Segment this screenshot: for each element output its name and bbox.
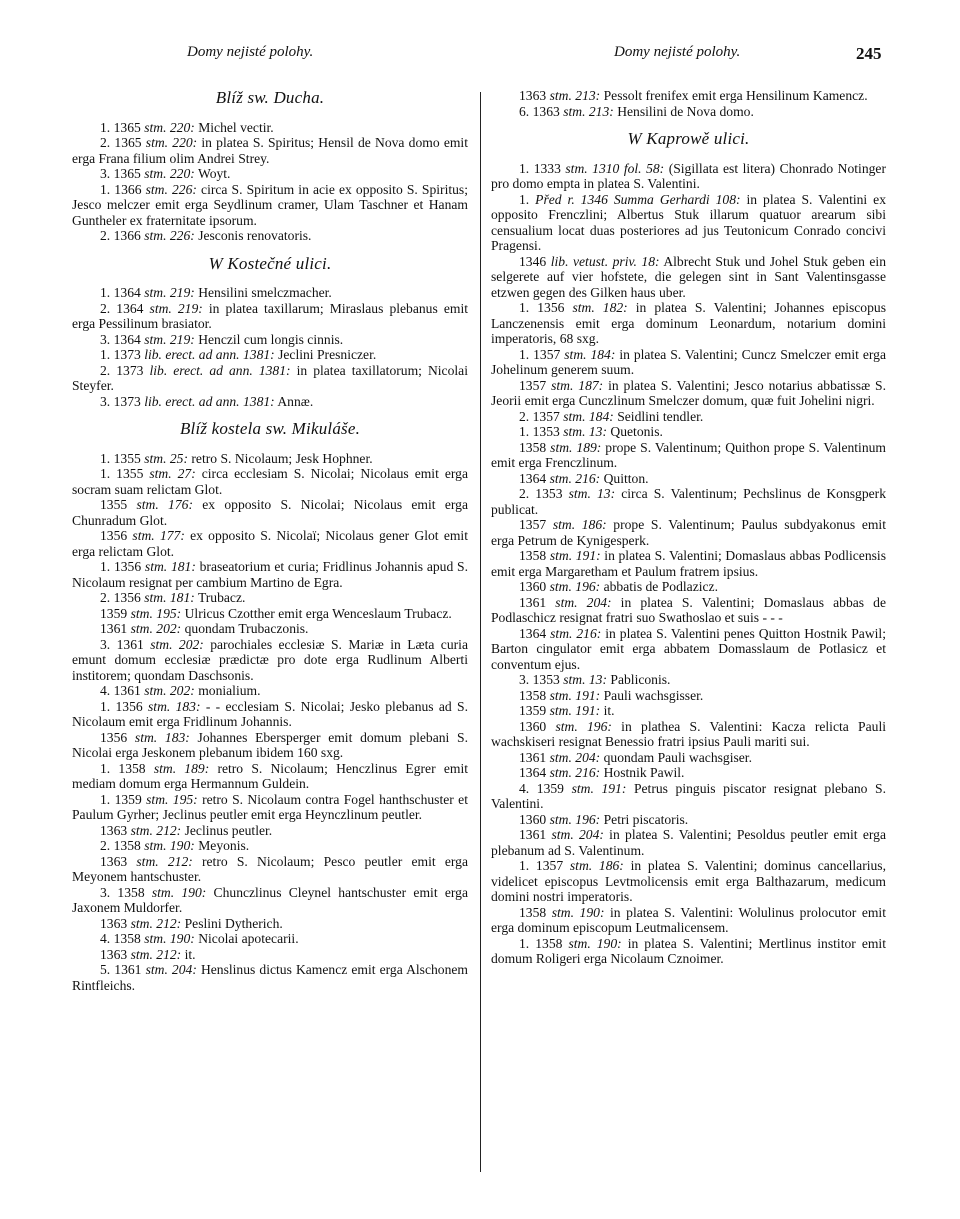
entry-number: 1361 — [519, 749, 550, 765]
entry-source-ref: stm. 216: — [549, 765, 601, 780]
entry-number: 1356 — [100, 729, 135, 745]
entry-source-ref: stm. 191: — [549, 548, 601, 563]
entry-number: 1361 — [100, 621, 131, 636]
entry-number: 1363 — [100, 915, 131, 931]
entry-source-ref: stm. 212: — [130, 946, 182, 962]
entry-number: 1. 1359 — [100, 791, 147, 807]
entry-source-ref: stm. 13: — [568, 486, 616, 501]
entry-source-ref: lib. erect. ad ann. 1381: — [149, 362, 291, 378]
entry-source-ref: stm. 177: — [132, 528, 185, 543]
record-entry — [491, 703, 886, 719]
entry-text: in platea S. Valentini: Wolulinus prolocutor emit erga dominum episcopum Leutmalicensem. — [491, 904, 886, 935]
entry-source-ref: stm. 181: — [144, 559, 196, 574]
record-entry — [491, 192, 886, 254]
section-heading: Blíž sw. Ducha. — [215, 88, 325, 107]
entry-text: Pabliconis. — [607, 672, 671, 687]
entry-source-ref: stm. 176: — [136, 497, 193, 512]
entry-number: 2. 1356 — [100, 590, 145, 605]
record-entry — [491, 936, 886, 967]
entry-source-ref: stm. 183: — [148, 698, 201, 714]
entry-text: ex opposito S. Nicolai; Nicolaus emit erga Chunradum Glot. — [72, 497, 468, 528]
entry-source-ref: stm. 219: — [149, 300, 203, 316]
entry-text: - - ecclesiam S. Nicolai; Jesko plebanus ad S. Nicolaum emit erga Fridlinum Johannis. — [72, 698, 468, 729]
entry-number: 1363 — [100, 822, 131, 838]
entry-source-ref: stm. 196: — [549, 811, 601, 827]
entry-source-ref: stm. 1310 fol. 58: — [565, 160, 665, 176]
entry-number: 1358 — [519, 439, 551, 455]
entry-text: Ulricus Czotther emit erga Wenceslaum Trubacz. — [181, 605, 452, 621]
record-entry — [72, 166, 468, 182]
entry-number: 3. 1365 — [100, 166, 145, 181]
entry-source-ref: lib. erect. ad ann. 1381: — [144, 347, 275, 362]
entry-text: Jeclini Presniczer. — [274, 347, 377, 362]
record-entry — [72, 761, 468, 792]
record-entry — [491, 88, 886, 104]
entry-number: 1360 — [519, 579, 550, 594]
entry-text: Pauli wachsgisser. — [600, 687, 704, 703]
entry-text: in platea S. Valentini; Domaslaus abbas de Podlaschicz resignat fratri suo Swathoslao et suis - - - — [491, 594, 886, 625]
entry-number: 6. 1363 — [519, 103, 564, 119]
entry-source-ref: stm. 212: — [136, 853, 193, 869]
entry-source-ref: stm. 204: — [551, 827, 604, 842]
entry-number: 2. 1373 — [100, 362, 150, 378]
running-head-right: Domy nejisté polohy. — [614, 44, 741, 60]
entry-text: retro S. Nicolaum; Henczlinus Egrer emit mediam domum erga Hermannum Guldein. — [72, 760, 468, 791]
entry-source-ref: stm. 191: — [549, 687, 601, 703]
record-entry — [72, 854, 468, 885]
entry-number: 4. 1361 — [100, 683, 145, 698]
entry-number: 1. 1365 — [100, 119, 145, 135]
record-entry — [491, 765, 886, 781]
entry-number: 1. 1357 — [519, 858, 570, 873]
entry-text: (Sigillata est litera) Chonrado Notinger pro domo empta in platea S. Valentini. — [491, 160, 886, 191]
entry-text: Peslini Dytherich. — [181, 915, 283, 931]
entry-text: Petri piscatoris. — [600, 811, 689, 827]
entry-number: 1359 — [100, 605, 131, 621]
entry-number: 1. 1333 — [519, 160, 566, 176]
entry-source-ref: stm. 195: — [146, 791, 198, 807]
entry-text: circa ecclesiam S. Nicolai; Nicolaus emit erga socram suam relictam Glot. — [72, 466, 468, 497]
entry-source-ref: stm. 213: — [549, 88, 601, 103]
entry-text: Pessolt frenifex emit erga Hensilinum Kamencz. — [600, 88, 868, 103]
record-entry — [491, 409, 886, 425]
section-heading: Blíž kostela sw. Mikuláše. — [179, 419, 361, 438]
entry-source-ref: stm. 216: — [550, 625, 602, 641]
entry-source-ref: lib. erect. ad ann. 1381: — [144, 393, 275, 409]
entry-source-ref: stm. 204: — [145, 962, 197, 977]
entry-number: 1. — [519, 191, 536, 207]
entry-text: Annæ. — [274, 393, 314, 409]
entry-number: 4. 1359 — [519, 780, 572, 796]
entry-number: 1364 — [519, 765, 550, 780]
record-entry — [72, 683, 468, 699]
record-entry — [72, 699, 468, 730]
record-entry — [72, 730, 468, 761]
record-entry — [491, 548, 886, 579]
entry-text: in platea S. Valentini; Pesoldus peutler emit erga plebanum ad S. Valentinum. — [491, 827, 886, 858]
entry-source-ref: stm. 25: — [144, 450, 188, 466]
entry-number: 1. 1353 — [519, 424, 564, 439]
entry-text: in plathea S. Valentini: Kacza relicta Pauli wachskiseri resignat Benessio fratri ipsius Pauli mariti sui. — [491, 718, 886, 749]
entry-source-ref: stm. 196: — [549, 579, 601, 594]
entry-text: Albrecht Stuk und Johel Stuk geben ein selgerete auf vier hofstete, die gelegen sint in Sant Valentinsgasse etzwen gegen des Gilken haus uber. — [491, 253, 887, 300]
entry-source-ref: stm. 191: — [549, 703, 601, 718]
entry-text: in platea S. Valentini; Jesco notarius abbatissæ S. Jeorii emit erga Cunczlinum Smelczer domum, quæ fuit Johelini nigri. — [491, 377, 886, 408]
entry-source-ref: stm. 182: — [572, 300, 628, 315]
entry-text: in platea S. Valentini ex opposito Frenczlini; Albertus Stuk illarum quatuor arearum sibi censualium locat duas posteriores ad jus Teutonicum Conrado concivi Pragensi. — [491, 191, 886, 253]
record-entry — [491, 626, 886, 673]
entry-number: 3. 1364 — [100, 331, 145, 347]
entry-number: 1. 1356 — [519, 300, 573, 315]
entry-text: Trubacz. — [194, 590, 246, 605]
entry-source-ref: stm. 183: — [134, 729, 190, 745]
entry-text: braseatorium et curia; Fridlinus Johannis apud S. Nicolaum resignat per cambium Martino de Egra. — [72, 559, 468, 590]
record-entry — [491, 471, 886, 487]
entry-number: 2. 1357 — [519, 408, 564, 424]
entry-source-ref: stm. 186: — [569, 858, 624, 873]
record-entry — [72, 962, 468, 993]
entry-source-ref: stm. 226: — [144, 228, 195, 243]
entry-source-ref: stm. 13: — [563, 672, 607, 687]
record-entry — [72, 451, 468, 467]
entry-text: in platea taxillarum; Miraslaus plebanus emit erga Pessilinum brasiator. — [72, 300, 468, 331]
entry-text: in platea S. Valentini; Cuncz Smelczer emit erga Johelinum generem suum. — [491, 346, 887, 377]
record-entry — [72, 792, 468, 823]
entry-text: Chunczlinus Cleynel hantschuster emit erga Jaxonem Muldorfer. — [72, 884, 468, 915]
entry-text: retro S. Nicolaum contra Fogel hanthschuster et Paulum Gyrher; Jeclinus peutler emit erga Heynczlinum peutler. — [72, 791, 468, 822]
column-divider — [480, 92, 481, 1172]
entry-number: 1357 — [519, 517, 553, 532]
record-entry — [491, 254, 886, 301]
entry-text: abbatis de Podlazicz. — [600, 579, 718, 594]
record-entry — [491, 905, 886, 936]
entry-number: 1. 1364 — [100, 285, 145, 300]
record-entry — [72, 823, 468, 839]
entry-number: 1363 — [519, 88, 550, 103]
entry-source-ref: stm. 212: — [130, 822, 182, 838]
entry-number: 1358 — [519, 904, 552, 920]
record-entry — [491, 595, 886, 626]
entry-number: 1355 — [100, 497, 137, 512]
entry-number: 1363 — [100, 946, 131, 962]
entry-text: in platea S. Valentini; Johannes episcopus Lanczenensis emit erga dominum Leonardum, notarium domini imperatoris, 68 sxg. — [491, 300, 886, 346]
entry-text: in platea S. Spiritus; Hensil de Nova domo emit erga Frana filium olim Andrei Strey. — [72, 135, 468, 166]
entry-number: 1361 — [519, 827, 552, 842]
entry-source-ref: stm. 190: — [551, 904, 605, 920]
record-entry — [72, 285, 468, 301]
section-heading: W Kostečné ulici. — [208, 253, 332, 273]
entry-number: 4. 1358 — [100, 931, 145, 946]
entry-source-ref: stm. 202: — [150, 636, 204, 652]
record-entry — [491, 517, 886, 548]
entry-text: in platea taxillatorum; Nicolai Steyfer. — [72, 362, 468, 393]
entry-source-ref: stm. 202: — [144, 683, 195, 698]
entry-number: 3. 1358 — [100, 884, 152, 900]
record-entry — [491, 300, 886, 347]
record-entry — [491, 579, 886, 595]
entry-number: 1. 1373 — [100, 347, 145, 362]
entry-text: monialium. — [194, 683, 261, 698]
record-entry — [491, 424, 886, 440]
record-entry — [72, 606, 468, 622]
entry-source-ref: Před r. 1346 Summa Gerhardi 108: — [535, 191, 741, 207]
record-entry — [72, 931, 468, 947]
entry-number: 1364 — [519, 470, 550, 486]
entry-number: 1. 1356 — [100, 559, 145, 574]
record-entry — [72, 637, 468, 684]
running-head-left: Domy nejisté polohy. — [187, 44, 314, 60]
entry-number: 1356 — [100, 528, 133, 543]
entry-number: 1358 — [519, 687, 550, 703]
record-entry — [72, 363, 468, 394]
entry-text: Henslinus dictus Kamencz emit erga Alschonem Rintfleichs. — [72, 962, 469, 993]
entry-text: Woyt. — [194, 166, 231, 181]
entry-number: 1363 — [100, 853, 137, 869]
entry-text: quondam Pauli wachsgiser. — [600, 749, 752, 765]
entry-number: 2. 1364 — [100, 300, 150, 316]
entry-number: 3. 1361 — [100, 636, 151, 652]
entry-source-ref: stm. 220: — [144, 119, 195, 135]
entry-text: ex opposito S. Nicolaï; Nicolaus gener Glot emit erga relictam Glot. — [72, 528, 468, 559]
entry-text: circa S. Valentinum; Pechslinus de Konsgperk publicat. — [491, 486, 886, 517]
entry-source-ref: stm. 202: — [130, 621, 182, 636]
record-entry — [72, 497, 468, 528]
entry-source-ref: stm. 220: — [144, 166, 195, 181]
entry-number: 3. 1353 — [519, 672, 564, 687]
entry-number: 1346 — [519, 253, 551, 269]
entry-number: 5. 1361 — [100, 962, 146, 977]
entry-number: 1. 1355 — [100, 466, 150, 481]
entry-source-ref: stm. 191: — [571, 780, 627, 796]
entry-text: in platea S. Valentini penes Quitton Hostnik Pawil; Barton cingulator emit erga abbatem Domasslaum de Potlasicz et conventum ejus. — [491, 625, 886, 672]
entry-source-ref: stm. 226: — [145, 181, 197, 197]
entry-text: retro S. Nicolaum; Jesk Hophner. — [188, 450, 373, 466]
entry-source-ref: lib. vetust. priv. 18: — [550, 253, 660, 269]
record-entry — [72, 182, 468, 229]
entry-text: Hostnik Pawil. — [600, 765, 685, 780]
record-entry — [72, 590, 468, 606]
entry-text: Seidlini tendler. — [613, 408, 704, 424]
entry-text: retro S. Nicolaum; Pesco peutler emit erga Meyonem hantschuster. — [72, 853, 468, 884]
entry-source-ref: stm. 190: — [568, 935, 622, 951]
record-entry — [491, 104, 886, 120]
entry-number: 2. 1365 — [100, 135, 146, 150]
record-entry — [491, 672, 886, 688]
entry-source-ref: stm. 184: — [564, 346, 616, 362]
record-entry — [491, 486, 886, 517]
entry-number: 1360 — [519, 718, 556, 734]
entry-source-ref: stm. 190: — [144, 931, 195, 946]
record-entry — [491, 688, 886, 704]
entry-source-ref: stm. 189: — [153, 760, 210, 776]
record-entry — [72, 301, 468, 332]
record-entry — [491, 812, 886, 828]
entry-text: circa S. Spiritum in acie ex opposito S. Spiritus; Jesco melczer emit erga Seydlinum cramer, Ulam Taschner et Hanam Guntheler ex fraternitate ipsorum. — [72, 181, 468, 228]
record-entry — [491, 161, 886, 192]
record-entry — [72, 528, 468, 559]
entry-number: 1358 — [519, 548, 550, 563]
entry-text: it. — [181, 946, 196, 962]
entry-number: 1. 1366 — [100, 181, 146, 197]
right-column — [491, 88, 886, 967]
record-entry — [72, 947, 468, 963]
entry-source-ref: stm. 190: — [144, 838, 195, 853]
record-entry — [491, 750, 886, 766]
entry-text: it. — [600, 703, 615, 718]
record-entry — [72, 916, 468, 932]
entry-number: 1359 — [519, 703, 550, 718]
record-entry — [72, 466, 468, 497]
entry-text: Henczil cum longis cinnis. — [194, 331, 344, 347]
entry-source-ref: stm. 184: — [563, 408, 614, 424]
entry-source-ref: stm. 187: — [551, 377, 604, 393]
entry-text: Jesconis renovatoris. — [194, 228, 312, 243]
entry-text: Johannes Ebersperger emit domum plebani S. Nicolai erga Jeskonem plebanum ibidem 160 sxg. — [72, 729, 468, 760]
record-entry — [72, 394, 468, 410]
entry-source-ref: stm. 27: — [149, 466, 196, 481]
record-entry — [72, 885, 468, 916]
record-entry — [72, 135, 468, 166]
record-entry — [72, 559, 468, 590]
section-heading: W Kaprowě ulici. — [627, 129, 750, 148]
entry-text: prope S. Valentinum; Quithon prope S. Valentinum emit erga Frenczlinum. — [491, 439, 886, 470]
entry-text: Hensilini smelczmacher. — [194, 285, 332, 300]
record-entry — [72, 347, 468, 363]
entry-text: in platea S. Valentini; Domaslaus abbas Podlicensis emit erga Margaretham et Paulum fratrem ipsius. — [491, 548, 886, 579]
entry-source-ref: stm. 219: — [144, 331, 195, 347]
record-entry — [491, 347, 886, 378]
entry-source-ref: stm. 219: — [144, 285, 195, 300]
record-entry — [491, 440, 886, 471]
entry-text: Jeclinus peutler. — [181, 822, 273, 838]
record-entry — [491, 719, 886, 750]
entry-number: 2. 1353 — [519, 486, 569, 501]
entry-text: Michel vectir. — [194, 119, 274, 135]
entry-text: Petrus pinguis piscator resignat plebano S. Valentini. — [491, 780, 886, 811]
entry-text: Quitton. — [600, 470, 649, 486]
entry-number: 1357 — [519, 377, 552, 393]
record-entry — [491, 827, 886, 858]
record-entry — [72, 332, 468, 348]
entry-text: in platea S. Valentini; dominus cancellarius, videlicet episcopus Levtmolicensis emit erga Balthazarum, medicum domini nostri imperatoris. — [491, 858, 886, 904]
record-entry — [72, 838, 468, 854]
entry-source-ref: stm. 190: — [151, 884, 207, 900]
record-entry — [491, 781, 886, 812]
entry-text: parochiales ecclesiæ S. Mariæ in Læta curia emunt domum ecclesiæ prædictæ pro dote erga Rudlinum Alberti institorem; quondam Daschsonis. — [72, 636, 468, 683]
entry-text: Nicolai apotecarii. — [194, 931, 299, 946]
entry-number: 3. 1373 — [100, 393, 145, 409]
entry-number: 1. 1357 — [519, 346, 565, 362]
page-number: 245 — [856, 44, 882, 63]
entry-source-ref: stm. 181: — [144, 590, 195, 605]
left-column — [72, 88, 468, 993]
entry-number: 1. 1356 — [100, 698, 148, 714]
entry-source-ref: stm. 204: — [549, 749, 601, 765]
entry-text: Quetonis. — [607, 424, 663, 439]
entry-text: Hensilini de Nova domo. — [613, 103, 754, 119]
entry-number: 2. 1358 — [100, 838, 145, 853]
record-entry — [72, 621, 468, 637]
entry-number: 1. 1358 — [519, 935, 569, 951]
entry-number: 1. 1358 — [100, 760, 154, 776]
entry-text: quondam Trubaczonis. — [181, 621, 309, 636]
entry-number: 1364 — [519, 625, 551, 641]
record-entry — [491, 858, 886, 905]
entry-source-ref: stm. 213: — [563, 103, 614, 119]
entry-number: 1361 — [519, 594, 556, 610]
entry-source-ref: stm. 216: — [549, 470, 601, 486]
entry-number: 1360 — [519, 811, 550, 827]
entry-source-ref: stm. 186: — [552, 517, 607, 532]
entry-source-ref: stm. 220: — [145, 135, 198, 150]
entry-number: 2. 1366 — [100, 228, 145, 243]
entry-text: Meyonis. — [194, 838, 250, 853]
entry-source-ref: stm. 204: — [555, 594, 612, 610]
entry-text: in platea S. Valentini; Mertlinus institor emit domum Roligeri erga Nicolaum Cznoimer. — [491, 935, 886, 966]
entry-text: prope S. Valentinum; Paulus subdyakonus emit erga Petrum de Kynigesperk. — [491, 517, 886, 548]
entry-source-ref: stm. 189: — [550, 439, 602, 455]
record-entry — [72, 228, 468, 244]
entry-number: 1. 1355 — [100, 450, 145, 466]
record-entry — [72, 120, 468, 136]
entry-source-ref: stm. 13: — [563, 424, 607, 439]
entry-source-ref: stm. 212: — [130, 915, 182, 931]
record-entry — [491, 378, 886, 409]
entry-source-ref: stm. 196: — [555, 718, 612, 734]
entry-source-ref: stm. 195: — [130, 605, 182, 621]
